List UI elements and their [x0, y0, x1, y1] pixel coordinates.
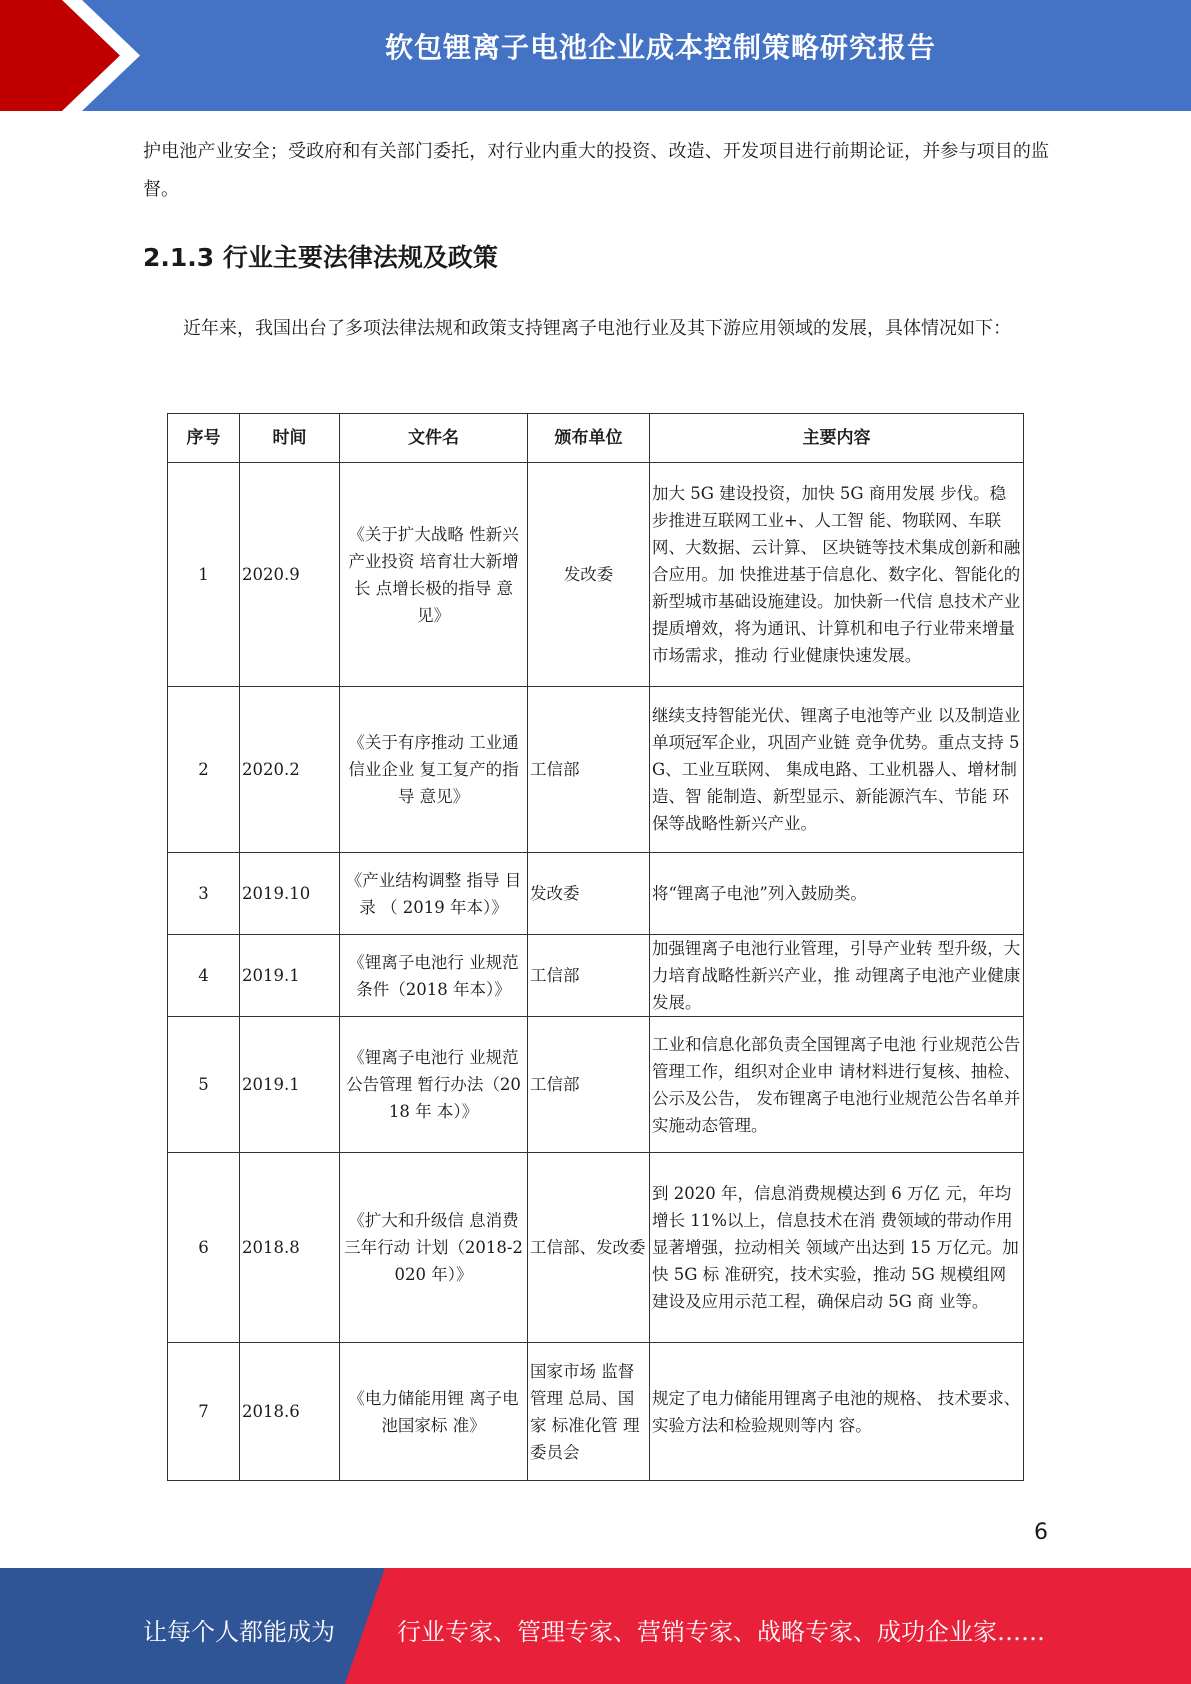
row-date: 2020.9: [240, 463, 340, 687]
table-row: [168, 687, 1024, 853]
row-issuer: 工信部、发改委: [528, 1153, 650, 1343]
row-content: 加大 5G 建设投资，加快 5G 商用发展 步伐。稳步推进互联网工业+、人工智 能、物联网、车联网、大数据、云计算、 区块链等技术集成创新和融合应用。加 快推进基于信息化、数字化、智能化的 新型城市基础设施建设。加快新一代信 息技术产业提质增效，将为通讯、计算机和电子行业带来增量市场需求，推动 行业健康快速发展。: [650, 463, 1024, 687]
table-row: [168, 1343, 1024, 1481]
table-row: [168, 853, 1024, 935]
footer-banner: [0, 1568, 1191, 1684]
section-heading: 2.1.3 行业主要法律法规及政策: [143, 243, 498, 272]
row-date: 2019.1: [240, 1017, 340, 1153]
row-date: 2018.8: [240, 1153, 340, 1343]
header-date: 时间: [240, 414, 340, 463]
row-date: 2020.2: [240, 687, 340, 853]
table-row: [168, 1153, 1024, 1343]
row-content: 工业和信息化部负责全国锂离子电池 行业规范公告管理工作，组织对企业申 请材料进行复核、抽检、公示及公告， 发布锂离子电池行业规范公告名单并 实施动态管理。: [650, 1017, 1024, 1153]
row-no: 3: [168, 853, 240, 935]
row-doc: 《锂离子电池行 业规范公告管理 暂行办法（2018 年 本）》: [340, 1017, 528, 1153]
row-issuer: 工信部: [528, 687, 650, 853]
header-doc: 文件名: [340, 414, 528, 463]
row-doc: 《扩大和升级信 息消费三年行动 计划（2018-2020 年）》: [340, 1153, 528, 1343]
table-row: [168, 1017, 1024, 1153]
row-no: 4: [168, 935, 240, 1017]
row-issuer: 工信部: [528, 1017, 650, 1153]
row-date: 2018.6: [240, 1343, 340, 1481]
row-no: 7: [168, 1343, 240, 1481]
footer-slogan-left: 让每个人都能成为: [143, 1618, 335, 1646]
table-row: [168, 935, 1024, 1017]
row-content: 继续支持智能光伏、锂离子电池等产业 以及制造业单项冠军企业，巩固产业链 竞争优势。重点支持 5G、工业互联网、 集成电路、工业机器人、增材制造、智 能制造、新型显示、新能源汽车、节能 环保等战略性新兴产业。: [650, 687, 1024, 853]
row-date: 2019.10: [240, 853, 340, 935]
table-header-row: [168, 414, 1024, 463]
row-doc: 《关于扩大战略 性新兴产业投资 培育壮大新增长 点增长极的指导 意见》: [340, 463, 528, 687]
table-row: [168, 463, 1024, 687]
row-doc: 《锂离子电池行 业规范条件（2018 年本）》: [340, 935, 528, 1017]
row-doc: 《关于有序推动 工业通信业企业 复工复产的指导 意见》: [340, 687, 528, 853]
row-no: 6: [168, 1153, 240, 1343]
footer-slogan-right: 行业专家、管理专家、营销专家、战略专家、成功企业家……: [397, 1618, 1045, 1646]
row-doc: 《电力储能用锂 离子电池国家标 准》: [340, 1343, 528, 1481]
header-no: 序号: [168, 414, 240, 463]
row-issuer: 国家市场 监督管理 总局、国家 标准化管 理委员会: [528, 1343, 650, 1481]
row-content: 规定了电力储能用锂离子电池的规格、 技术要求、实验方法和检验规则等内 容。: [650, 1343, 1024, 1481]
policy-table: [167, 413, 1024, 1481]
report-title: 软包锂离子电池企业成本控制策略研究报告: [384, 31, 936, 64]
paragraph-policies: 近年来，我国出台了多项法律法规和政策支持锂离子电池行业及其下游应用领域的发展，具体情况如下：: [183, 318, 1011, 339]
row-no: 5: [168, 1017, 240, 1153]
row-issuer: 工信部: [528, 935, 650, 1017]
row-date: 2019.1: [240, 935, 340, 1017]
row-issuer: 发改委: [528, 853, 650, 935]
page-number: 6: [1034, 1520, 1048, 1545]
paragraph-intro: 护电池产业安全；受政府和有关部门委托，对行业内重大的投资、改造、开发项目进行前期论证，并参与项目的监督。: [143, 141, 1049, 200]
header-issuer: 颁布单位: [528, 414, 650, 463]
row-content: 到 2020 年，信息消费规模达到 6 万亿 元，年均增长 11%以上，信息技术在消 费领域的带动作用显著增强，拉动相关 领域产出达到 15 万亿元。加快 5G 标 准研究，技术实验，推动 5G 规模组网 建设及应用示范工程，确保启动 5G 商 业等。: [650, 1153, 1024, 1343]
header-chevron-icon: [0, 0, 160, 111]
row-content: 将“锂离子电池”列入鼓励类。: [650, 853, 1024, 935]
row-no: 2: [168, 687, 240, 853]
row-issuer: 发改委: [528, 463, 650, 687]
header-content: 主要内容: [650, 414, 1024, 463]
row-content: 加强锂离子电池行业管理，引导产业转 型升级，大力培育战略性新兴产业，推 动锂离子电池产业健康发展。: [650, 935, 1024, 1017]
row-no: 1: [168, 463, 240, 687]
header-banner: [0, 0, 1191, 111]
row-doc: 《产业结构调整 指导 目 录 （ 2019 年本）》: [340, 853, 528, 935]
